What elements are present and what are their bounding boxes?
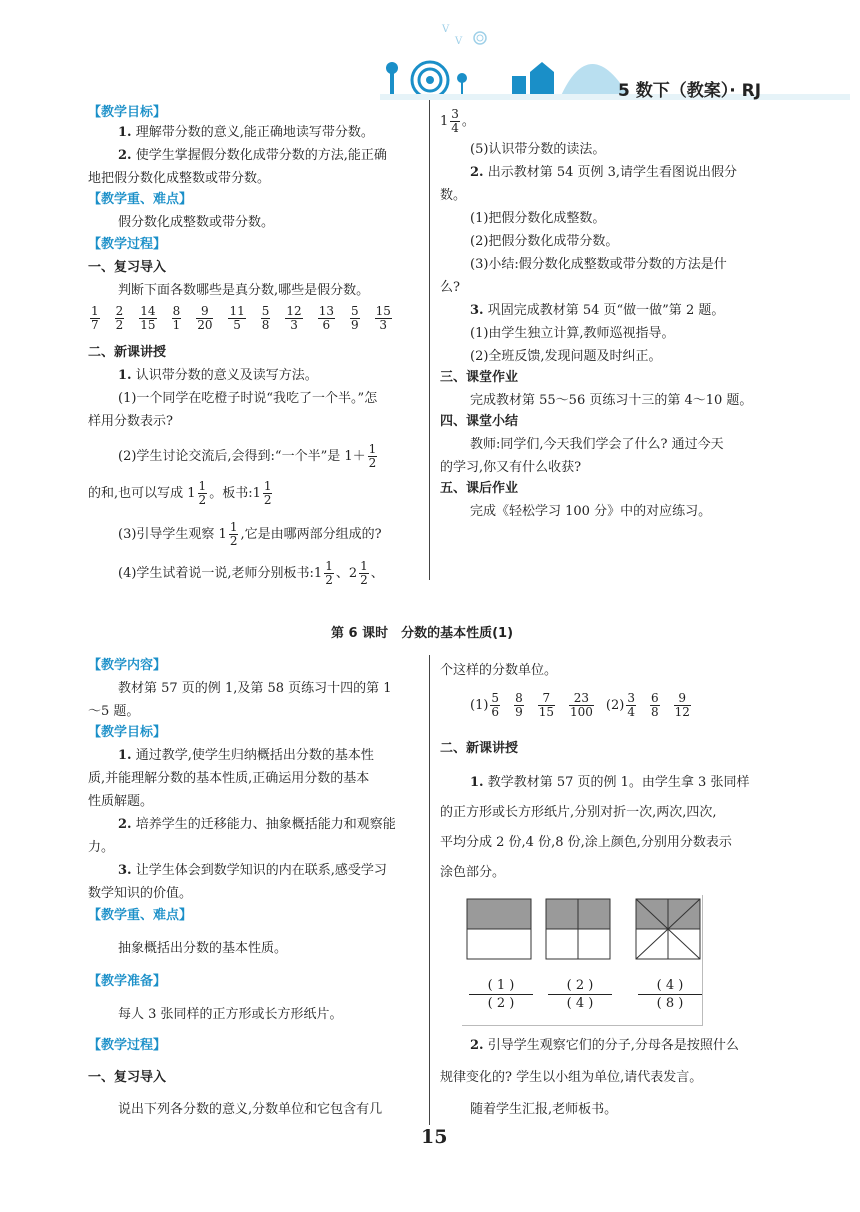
fraction: $\frac{5}{9}$ xyxy=(350,304,359,332)
book-badge: 5 数下（教案）· RJ xyxy=(618,81,762,101)
g3b: 数学知识的价值。 xyxy=(88,886,193,901)
q1-label: (1) xyxy=(470,698,489,713)
r10b: 的学习,你又有什么收获? xyxy=(440,460,582,475)
r0: 1 $\frac{3}{4}$ 。 xyxy=(440,107,475,135)
r2b: 数。 xyxy=(440,188,467,203)
heading-review-2: 一、复习导入 xyxy=(88,1070,167,1085)
fraction: $\frac{13}{6}$ xyxy=(318,304,334,332)
r10: 教师:同学们,今天我们学会了什么? 通过今天 xyxy=(470,437,724,452)
fraction: $\frac{1}{2}$ xyxy=(263,479,272,507)
p4: (4)学生试着说一说,老师分别板书:1 $\frac{1}{2}$ 、2 $\frac{1}{2}$ 、 xyxy=(118,559,384,587)
fraction: $\frac{1}{2}$ xyxy=(368,442,377,470)
fraction: $\frac{3}{4}$ xyxy=(627,691,635,719)
fraction: $\frac{2}{2}$ xyxy=(115,304,124,332)
fraction: $\frac{( 1 )}{( 2 )}$ xyxy=(469,977,533,1012)
fraction: $\frac{1}{7}$ xyxy=(91,304,99,332)
r2: 2. 出示教材第 54 页例 3,请学生看图说出假分 xyxy=(470,165,738,180)
g1: 1. 通过教学,使学生归纳概括出分数的基本性 xyxy=(118,748,374,763)
heading-homework-class: 三、课堂作业 xyxy=(440,370,519,385)
r5: (3)小结:假分数化成整数或带分数的方法是什 xyxy=(470,257,727,272)
b2b: 规律变化的? 学生以小组为单位,请代表发言。 xyxy=(440,1070,703,1085)
review-text: 判断下面各数哪些是真分数,哪些是假分数。 xyxy=(118,283,370,298)
p3: (3)引导学生观察 1 $\frac{1}{2}$ ,它是由哪两部分组成的? xyxy=(118,520,382,548)
r1: (5)认识带分数的读法。 xyxy=(470,142,606,157)
b0: 个这样的分数单位。 xyxy=(440,663,558,678)
fraction: $\frac{8}{1}$ xyxy=(172,304,181,332)
fraction: $\frac{9}{20}$ xyxy=(197,304,213,332)
heading-new-2: 二、新课讲授 xyxy=(440,741,519,756)
key-2: 抽象概括出分数的基本性质。 xyxy=(118,941,288,956)
fraction: $\frac{5}{6}$ xyxy=(491,691,500,719)
header-bar xyxy=(380,94,850,100)
fraction: $\frac{5}{8}$ xyxy=(261,304,270,332)
r8: (2)全班反馈,发现问题及时纠正。 xyxy=(470,349,662,364)
goal-2-cont: 地把假分数化成整数或带分数。 xyxy=(88,171,271,186)
section-process: 【教学过程】 xyxy=(88,237,167,252)
r7: (1)由学生独立计算,教师巡视指导。 xyxy=(470,326,675,341)
svg-text:V: V xyxy=(455,36,463,47)
new-1: 1. 认识带分数的意义及读写方法。 xyxy=(118,368,318,383)
b1b: 的正方形或长方形纸片,分别对折一次,两次,四次, xyxy=(440,805,717,820)
prep: 每人 3 张同样的正方形或长方形纸片。 xyxy=(118,1007,343,1022)
header-decoration xyxy=(380,20,850,100)
heading-summary: 四、课堂小结 xyxy=(440,414,519,429)
section-key-2: 【教学重、难点】 xyxy=(88,908,193,923)
fraction: $\frac{1}{2}$ xyxy=(229,520,238,548)
section-process-2: 【教学过程】 xyxy=(88,1038,167,1053)
r11: 完成《轻松学习 100 分》中的对应练习。 xyxy=(470,504,712,519)
square-quarters xyxy=(546,899,610,959)
fraction: $\frac{12}{3}$ xyxy=(286,304,302,332)
g3: 3. 让学生体会到数学知识的内在联系,感受学习 xyxy=(118,863,387,878)
p1a: (1)一个同学在吃橙子时说“我吃了一个半。”怎 xyxy=(118,391,378,406)
question-fractions xyxy=(470,692,703,719)
fraction: $\frac{23}{100}$ xyxy=(569,691,593,719)
r4: (2)把假分数化成带分数。 xyxy=(470,234,619,249)
goal-2: 2. 使学生掌握假分数化成带分数的方法,能正确 xyxy=(118,148,387,163)
square-halves xyxy=(467,899,531,959)
fraction: $\frac{8}{9}$ xyxy=(515,691,523,719)
b1d: 涂色部分。 xyxy=(440,865,506,880)
goal-1: 1. 理解带分数的意义,能正确地读写带分数。 xyxy=(118,125,374,140)
g1c: 性质解题。 xyxy=(88,794,154,809)
p1b: 样用分数表示? xyxy=(88,414,173,429)
fraction: $\frac{15}{3}$ xyxy=(375,304,391,332)
section-goal-2: 【教学目标】 xyxy=(88,725,167,740)
b3: 随着学生汇报,老师板书。 xyxy=(470,1102,618,1117)
p2b: 的和,也可以写成 1 $\frac{1}{2}$ 。板书:1 $\frac{1}{2}$ xyxy=(88,479,272,507)
fraction: $\frac{3}{4}$ xyxy=(451,107,459,135)
folding-figure xyxy=(462,895,703,1026)
p2a: (2)学生讨论交流后,会得到:“一个半”是 1＋ $\frac{1}{2}$ xyxy=(118,442,377,470)
review-2: 说出下列各分数的意义,分数单位和它包含有几 xyxy=(118,1102,383,1117)
b1c: 平均分成 2 份,4 份,8 份,涂上颜色,分别用分数表示 xyxy=(440,835,732,850)
square-eighths xyxy=(636,899,700,959)
fraction: $\frac{11}{5}$ xyxy=(229,304,245,332)
fraction: $\frac{6}{8}$ xyxy=(650,691,659,719)
section-content: 【教学内容】 xyxy=(88,658,167,673)
r9: 完成教材第 55～56 页练习十三的第 4～10 题。 xyxy=(470,393,753,408)
column-divider-top xyxy=(429,100,430,580)
c1b: ～5 题。 xyxy=(88,704,140,719)
section-key: 【教学重、难点】 xyxy=(88,192,193,207)
section-goal: 【教学目标】 xyxy=(88,105,167,120)
fraction: $\frac{( 4 )}{( 8 )}$ xyxy=(638,977,702,1012)
g1b: 质,并能理解分数的基本性质,正确运用分数的基本 xyxy=(88,771,370,786)
g2b: 力。 xyxy=(88,840,115,855)
b1: 1. 教学教材第 57 页的例 1。由学生拿 3 张同样 xyxy=(470,775,750,790)
fraction: $\frac{14}{15}$ xyxy=(140,304,156,332)
g2: 2. 培养学生的迁移能力、抽象概括能力和观察能 xyxy=(118,817,396,832)
c1: 教材第 57 页的例 1,及第 58 页练习十四的第 1 xyxy=(118,681,392,696)
fraction: $\frac{1}{2}$ xyxy=(325,559,333,587)
heading-after-class: 五、课后作业 xyxy=(440,481,519,496)
q2-label: (2) xyxy=(605,698,625,713)
svg-text:V: V xyxy=(442,24,450,35)
r6: 3. 巩固完成教材第 54 页“做一做”第 2 题。 xyxy=(470,303,725,318)
lesson-title: 第 6 课时 分数的基本性质(1) xyxy=(331,626,514,641)
heading-new: 二、新课讲授 xyxy=(88,345,167,360)
r3: (1)把假分数化成整数。 xyxy=(470,211,606,226)
fraction: $\frac{1}{2}$ xyxy=(360,559,368,587)
column-divider-bottom xyxy=(429,655,430,1125)
heading-review: 一、复习导入 xyxy=(88,260,167,275)
fraction: $\frac{9}{12}$ xyxy=(674,691,690,719)
fraction: $\frac{( 2 )}{( 4 )}$ xyxy=(548,977,612,1012)
fraction: $\frac{1}{2}$ xyxy=(198,479,207,507)
r5b: 么? xyxy=(440,280,460,295)
key-point: 假分数化成整数或带分数。 xyxy=(118,215,275,230)
section-prep: 【教学准备】 xyxy=(88,974,167,989)
b2: 2. 引导学生观察它们的分子,分母各是按照什么 xyxy=(470,1038,739,1053)
fraction: $\frac{7}{15}$ xyxy=(538,691,554,719)
fraction-list xyxy=(88,305,405,332)
page-number: 15 xyxy=(421,1126,448,1148)
